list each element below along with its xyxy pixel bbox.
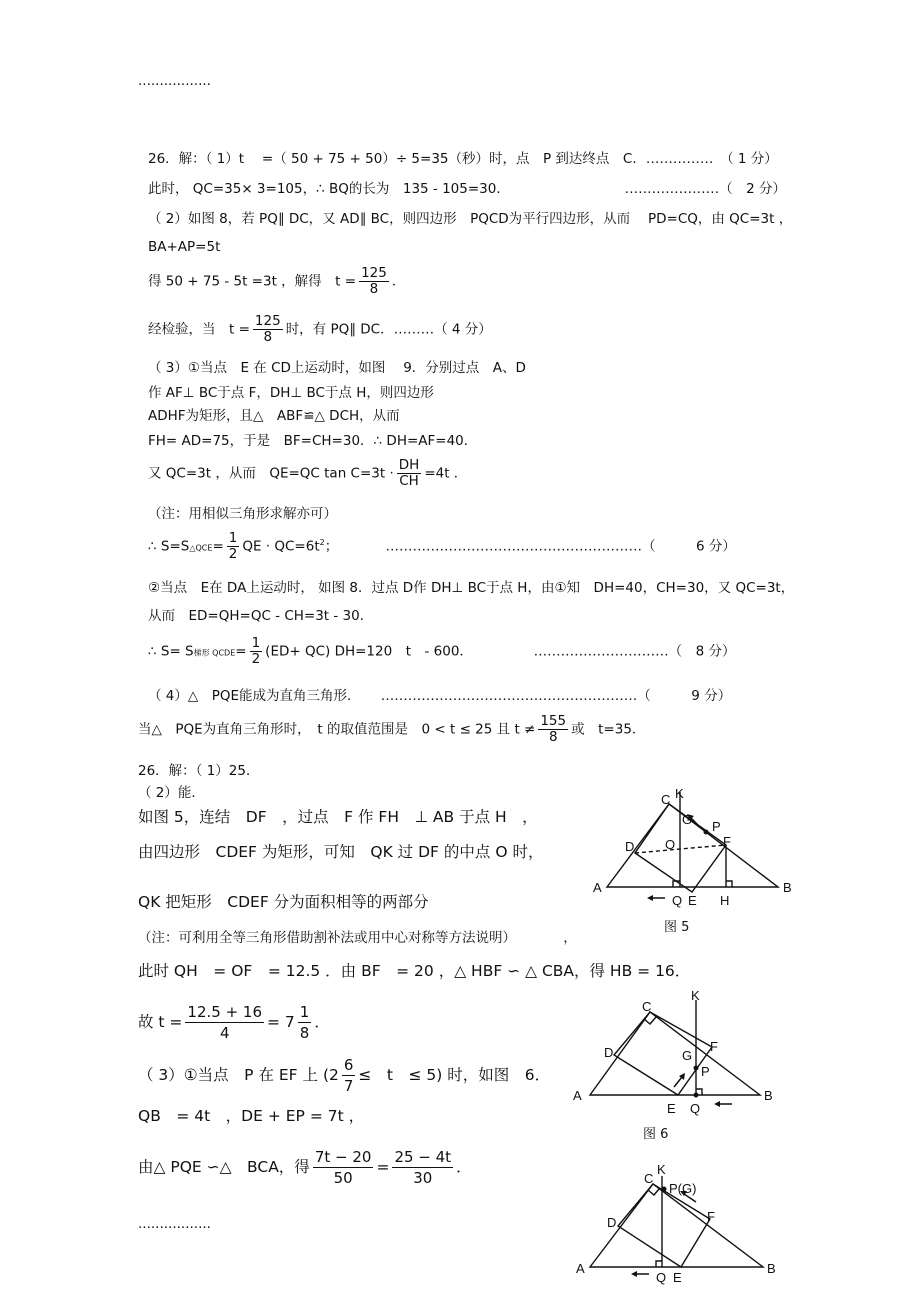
label-f: F (723, 834, 731, 849)
label-g: G (682, 812, 693, 827)
point-p (704, 830, 709, 835)
fraction: $\frac{12.5 + 16}{4}$ (187, 1003, 263, 1042)
label-f: F (707, 1209, 715, 1224)
label-b: B (767, 1261, 776, 1276)
label-k: K (657, 1162, 666, 1177)
fraction: $\frac{7t - 20}{50}$ (314, 1148, 372, 1187)
s1-line-14: ②当点 E在 DA上运动时， 如图 8．过点 D作 DH⊥ BC于点 H，由①知 DH=40，CH=30，又 QC=3t， (148, 580, 795, 596)
footer-dots: ................. (138, 1216, 211, 1232)
point-q (694, 1093, 699, 1098)
fraction: $\frac{1}{2}$ (228, 530, 238, 562)
label-a: A (593, 880, 602, 895)
right-angle-c (648, 1189, 659, 1195)
s1-line-8: 作 AF⊥ BC于点 F，DH⊥ BC于点 H，则四边形 (148, 385, 434, 401)
fraction: $\frac{DH}{CH}$ (398, 457, 420, 489)
fraction: $\frac{6}{7}$ (343, 1056, 354, 1095)
s1-line-4: BA+AP=5t (148, 239, 221, 255)
s1-line-6: 经检验，当 t = $\frac{125}{8}$ 时，有 PQ∥ DC．………（ 4 分） (148, 313, 492, 345)
s2-line-1: 26．解：（ 1）25． (138, 763, 260, 779)
s2-line-3: 如图 5，连结 DF ，过点 F 作 FH ⊥ AB 于点 H ， (138, 808, 538, 826)
s2-line-8: 故 t = $\frac{12.5 + 16}{4}$ = 7 $\frac{1}{8}$ ． (138, 1003, 330, 1042)
label-c: C (644, 1171, 654, 1186)
s1-line-5: 得 50 + 75 - 5t =3t ，解得 t = $\frac{125}{8}$ ． (148, 265, 406, 297)
label-o: O (665, 837, 676, 852)
label-e: E (688, 893, 697, 908)
s1-line-2: 此时， QC=35× 3=105，∴ BQ的长为 135 - 105=30． …………………（ 2 分） (148, 181, 786, 197)
label-k: K (691, 988, 700, 1003)
fraction: $\frac{1}{2}$ (251, 635, 261, 667)
figure-6 (570, 985, 785, 1120)
s1-line-1: 26．解：（ 1）t =（ 50 + 75 + 50）÷ 5=35（秒）时，点 P 到达终点 C．…………… （ 1 分） (148, 151, 778, 167)
label-e: E (667, 1101, 676, 1116)
label-b: B (783, 880, 792, 895)
s1-line-15: 从而 ED=QH=QC - CH=3t - 30． (148, 608, 374, 624)
s2-line-11: 由△ PQE ∽△ BCA，得 $\frac{7t - 20}{50}$ = $\frac{25 - 4t}{30}$ ． (138, 1148, 472, 1187)
label-e: E (673, 1270, 682, 1285)
figure-5-caption: 图 5 (664, 920, 690, 935)
label-c: C (661, 792, 671, 807)
s2-line-4: 由四边形 CDEF 为矩形，可知 QK 过 DF 的中点 O 时， (138, 843, 544, 861)
label-pg: P(G) (669, 1181, 697, 1196)
label-a: A (573, 1088, 582, 1103)
fraction: $\frac{125}{8}$ (361, 265, 387, 297)
header-dots: ................. (138, 73, 211, 89)
label-g: G (682, 1048, 693, 1063)
label-b: B (764, 1088, 773, 1103)
s1-line-18: 当△ PQE为直角三角形时， t 的取值范围是 0 < t ≤ 25 且 t ≠ $\frac{155}{8}$ 或 t=35． (138, 713, 646, 745)
label-p: P (712, 819, 721, 834)
rectangle-cdef (618, 1184, 710, 1267)
s2-line-2: （ 2）能． (138, 785, 205, 801)
fraction: $\frac{25 - 4t}{30}$ (394, 1148, 452, 1187)
label-q: Q (690, 1101, 701, 1116)
label-c: C (642, 999, 652, 1014)
label-q: Q (656, 1270, 667, 1285)
right-angle-h (726, 881, 732, 887)
arrow-p (674, 1077, 682, 1087)
label-d: D (607, 1215, 617, 1230)
s2-line-10: QB = 4t ，DE + EP = 7t ， (138, 1107, 365, 1125)
label-d: D (625, 839, 635, 854)
s1-line-11: 又 QC=3t ，从而 QE=QC tan C=3t · $\frac{DH}{CH}$ =4t ． (148, 457, 468, 489)
point-pg (662, 1187, 667, 1192)
label-k: K (675, 786, 684, 801)
figure-6-caption: 图 6 (643, 1127, 669, 1142)
s1-line-9: ADHF为矩形，且△ ABF≌△ DCH，从而 (148, 408, 400, 424)
s1-line-17: （ 4）△ PQE能成为直角三角形． …………………………………………………（ 9 分） (148, 688, 732, 704)
figure-5 (585, 780, 800, 910)
figure-7 (570, 1160, 785, 1290)
s1-line-13: ∴ S=S△QCE= $\frac{1}{2}$ QE · $QC=6t^2$； …………………………………………………（ 6 分） (148, 530, 736, 562)
label-f: F (710, 1039, 718, 1054)
label-a: A (576, 1261, 585, 1276)
fraction: $\frac{1}{8}$ (299, 1003, 310, 1042)
label-p: P (701, 1064, 710, 1079)
label-d: D (604, 1045, 614, 1060)
rectangle-cdef (614, 1012, 712, 1095)
right-angle-q (656, 1261, 662, 1267)
fraction: $\frac{155}{8}$ (540, 713, 567, 745)
label-h: H (720, 893, 730, 908)
s1-line-10: FH= AD=75，于是 BF=CH=30．∴ DH=AF=40． (148, 433, 478, 449)
s2-line-6: （注：可利用全等三角形借助割补法或用中心对称等方法说明） ， (138, 930, 577, 946)
s2-line-7: 此时 QH = OF = 12.5 ．由 BF = 20 ，△ HBF ∽ △ CBA，得 HB = 16． (138, 962, 691, 980)
s2-line-5: QK 把矩形 CDEF 分为面积相等的两部分 (138, 893, 429, 911)
point-p (694, 1066, 699, 1071)
fraction: $\frac{125}{8}$ (254, 313, 281, 345)
label-q: Q (672, 893, 683, 908)
s1-line-7: （ 3）①当点 E 在 CD上运动时，如图 9．分别过点 A、D (148, 360, 526, 376)
s2-line-9: （ 3）①当点 P 在 EF 上 (2 $\frac{6}{7}$ ≤ t ≤ 5) 时，如图 6． (138, 1056, 551, 1095)
s1-line-16: ∴ S= S梯形 QCDE= $\frac{1}{2}$ (ED+ QC) DH=120 t - 600． …………………………（ 8 分） (148, 635, 736, 667)
s1-line-12: （注：用相似三角形求解亦可） (148, 506, 337, 522)
s1-line-3: （ 2）如图 8，若 PQ∥ DC，又 AD∥ BC，则四边形 PQCD为平行四边形，从而 PD=CQ，由 QC=3t ， (148, 211, 793, 227)
